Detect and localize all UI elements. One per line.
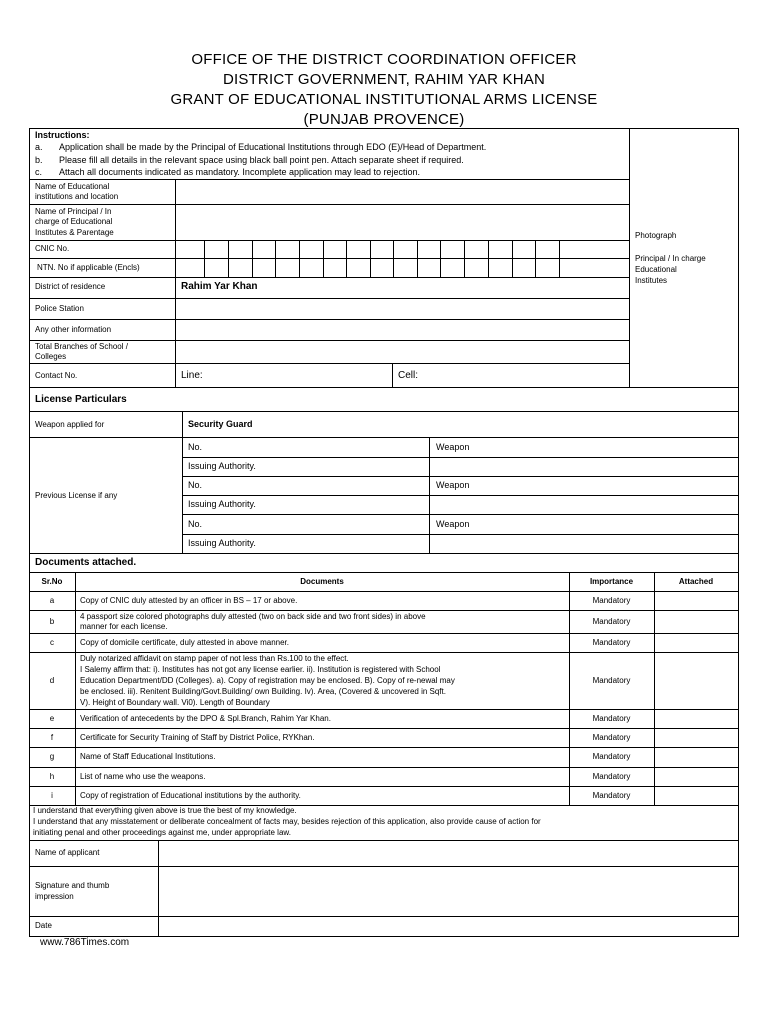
- header-line-2: DISTRICT GOVERNMENT, RAHIM YAR KHAN: [222, 71, 546, 88]
- rule: [29, 652, 739, 653]
- footer-website: www.786Times.com: [40, 937, 130, 948]
- rule: [29, 747, 739, 748]
- district-value: Rahim Yar Khan: [181, 281, 258, 292]
- doc-attached-cell[interactable]: [655, 710, 738, 728]
- field-label-principal: charge of Educational: [35, 217, 113, 226]
- doc-importance: Mandatory: [592, 638, 631, 647]
- principal-name-field[interactable]: [176, 205, 629, 240]
- doc-description: Duly notarized affidavit on stamp paper of not less than Rs.100 to the effect.: [80, 654, 349, 663]
- previous-license-label: Previous License if any: [35, 491, 118, 500]
- doc-importance: Mandatory: [592, 772, 631, 781]
- contact-cell-field[interactable]: [393, 364, 629, 387]
- signature-field[interactable]: [159, 867, 738, 916]
- weapon-applied-label: Weapon applied for: [35, 420, 105, 429]
- field-label-other-info: Any other information: [35, 325, 112, 334]
- doc-srno: c: [50, 638, 54, 647]
- doc-attached-cell[interactable]: [655, 653, 738, 709]
- col-header-srno: Sr.No: [41, 577, 63, 586]
- col-header-documents: Documents: [300, 577, 344, 586]
- doc-attached-cell[interactable]: [655, 748, 738, 767]
- doc-description: Verification of antecedents by the DPO & Spl.Branch, Rahim Yar Khan.: [80, 714, 331, 723]
- ntn-field[interactable]: [176, 259, 629, 277]
- doc-description: V). Height of Boundary wall. Vi0). Length of Boundary: [80, 698, 270, 707]
- field-label-district: District of residence: [35, 282, 106, 291]
- doc-description: Education Department/DD (Colleges). a). Copy of registration may be enclosed. B). Copy of re-newal may: [80, 676, 455, 685]
- doc-importance: Mandatory: [592, 733, 631, 742]
- rule: [29, 277, 629, 278]
- doc-description: List of name who use the weapons.: [80, 772, 206, 781]
- doc-importance: Mandatory: [592, 596, 631, 605]
- rule: [29, 128, 30, 936]
- header-line-4: (PUNJAB PROVENCE): [303, 111, 465, 128]
- photo-caption: Principal / In charge: [635, 254, 706, 263]
- cnic-field[interactable]: [176, 241, 629, 258]
- rule: [29, 553, 739, 554]
- doc-srno: g: [49, 752, 55, 761]
- field-label-institution: Name of Educational: [35, 182, 110, 191]
- license-heading: License Particulars: [35, 394, 127, 405]
- rule: [29, 387, 739, 388]
- doc-attached-cell[interactable]: [655, 634, 738, 652]
- rule: [29, 610, 739, 611]
- header-line-3: GRANT OF EDUCATIONAL INSTITUTIONAL ARMS LICENSE: [170, 91, 598, 108]
- rule: [182, 495, 738, 496]
- applicant-name-field[interactable]: [159, 841, 738, 866]
- field-label-branches: Colleges: [35, 352, 67, 361]
- photo-caption: Educational: [635, 265, 677, 274]
- branches-field[interactable]: [176, 341, 629, 363]
- declaration-text: initiating penal and other proceedings against me, under appropriate law.: [33, 828, 291, 837]
- institution-name-field[interactable]: [176, 180, 629, 204]
- rule: [29, 437, 739, 438]
- doc-srno: f: [50, 733, 54, 742]
- doc-srno: h: [49, 772, 55, 781]
- doc-attached-cell[interactable]: [655, 729, 738, 747]
- doc-srno: d: [49, 676, 55, 685]
- instruction-marker: b.: [35, 155, 43, 165]
- documents-heading: Documents attached.: [35, 557, 137, 568]
- doc-description: Certificate for Security Training of Staff by District Police, RYKhan.: [80, 733, 315, 742]
- field-label-principal: Name of Principal / In: [35, 207, 112, 216]
- issuing-authority-label: Issuing Authority.: [188, 461, 256, 471]
- doc-description: manner for each license.: [80, 622, 168, 631]
- doc-description: Name of Staff Educational Institutions.: [80, 752, 216, 761]
- rule: [182, 534, 738, 535]
- field-label-branches: Total Branches of School /: [35, 342, 128, 351]
- field-label-ntn: NTN. No if applicable (Encls): [37, 263, 140, 272]
- rule: [29, 709, 739, 710]
- other-info-field[interactable]: [176, 320, 629, 340]
- doc-description: be enclosed. iii). Renitent Building/Govt.Building/ own Building. Iv). Area, (Covered & uncovered in Sqft.: [80, 687, 446, 696]
- instructions-title: Instructions:: [35, 130, 90, 140]
- instruction-item: Attach all documents indicated as mandatory. Incomplete application may lead to rejection.: [59, 167, 421, 177]
- rule: [738, 128, 739, 936]
- rule: [182, 476, 738, 477]
- rule: [182, 411, 183, 553]
- rule: [75, 572, 76, 805]
- instruction-marker: c.: [35, 167, 43, 177]
- doc-srno: i: [51, 791, 53, 800]
- rule: [29, 767, 739, 768]
- photo-caption: Institutes: [635, 276, 668, 285]
- field-label-contact: Contact No.: [35, 371, 78, 380]
- previous-license-weapon: Weapon: [436, 480, 470, 490]
- date-label: Date: [35, 921, 52, 930]
- rule: [569, 572, 570, 805]
- instruction-marker: a.: [35, 142, 43, 152]
- doc-srno: e: [49, 714, 55, 723]
- previous-license-no: No.: [188, 480, 203, 490]
- field-label-police-station: Police Station: [35, 304, 84, 313]
- doc-attached-cell[interactable]: [655, 592, 738, 610]
- photograph-area[interactable]: [630, 129, 738, 387]
- signature-label: impression: [35, 892, 74, 901]
- doc-srno: a: [49, 596, 55, 605]
- col-header-attached: Attached: [678, 577, 714, 586]
- field-label-cnic: CNIC No.: [35, 244, 70, 253]
- doc-description: Copy of domicile certificate, duly attested in above manner.: [80, 638, 289, 647]
- previous-license-no: No.: [188, 442, 203, 452]
- doc-attached-cell[interactable]: [655, 787, 738, 805]
- doc-attached-cell[interactable]: [655, 768, 738, 786]
- rule: [29, 411, 739, 412]
- rule: [182, 457, 738, 458]
- doc-description: 4 passport size colored photographs duly attested (two on back side and two front sides) in above: [80, 612, 426, 621]
- rule: [429, 437, 430, 553]
- doc-importance: Mandatory: [592, 752, 631, 761]
- doc-importance: Mandatory: [592, 617, 631, 626]
- previous-license-weapon: Weapon: [436, 442, 470, 452]
- instruction-item: Please fill all details in the relevant space using black ball point pen. Attach separate sheet if required.: [59, 155, 464, 165]
- rule: [29, 786, 739, 787]
- field-label-principal: Institutes & Parentage: [35, 228, 114, 237]
- header-line-1: OFFICE OF THE DISTRICT COORDINATION OFFICER: [191, 51, 577, 68]
- contact-line-label: Line:: [181, 370, 203, 381]
- field-label-institution: institutions and location: [35, 192, 119, 201]
- previous-license-weapon: Weapon: [436, 519, 470, 529]
- applicant-name-label: Name of applicant: [35, 848, 100, 857]
- doc-description: Copy of registration of Educational institutions by the authority.: [80, 791, 301, 800]
- doc-description: Copy of CNIC duly attested by an officer in BS – 17 or above.: [80, 596, 298, 605]
- signature-label: Signature and thumb: [35, 881, 110, 890]
- contact-cell-label: Cell:: [398, 370, 419, 381]
- rule: [29, 633, 739, 634]
- previous-license-no: No.: [188, 519, 203, 529]
- rule: [29, 936, 739, 937]
- rule: [29, 728, 739, 729]
- col-header-importance: Importance: [589, 577, 634, 586]
- police-station-field[interactable]: [176, 299, 629, 319]
- doc-importance: Mandatory: [592, 791, 631, 800]
- issuing-authority-label: Issuing Authority.: [188, 538, 256, 548]
- rule: [29, 591, 739, 592]
- declaration-text: I understand that everything given above is true the best of my knowledge.: [33, 806, 297, 815]
- rule: [29, 572, 739, 573]
- issuing-authority-label: Issuing Authority.: [188, 499, 256, 509]
- instruction-item: Application shall be made by the Principal of Educational Institutions through EDO (E)/Head of Department.: [59, 142, 487, 152]
- declaration-text: I understand that any misstatement or deliberate concealment of facts may, besides rejection of this application, also provide cause of action for: [33, 817, 541, 826]
- doc-description: I Salemy affirm that: i). Institutes has not got any license earlier. ii). Institution is registered with School: [80, 665, 441, 674]
- doc-importance: Mandatory: [592, 714, 631, 723]
- doc-srno: b: [49, 617, 55, 626]
- doc-importance: Mandatory: [592, 676, 631, 685]
- rule: [182, 514, 738, 515]
- photo-label: Photograph: [635, 231, 677, 240]
- date-field[interactable]: [159, 917, 738, 936]
- contact-line-field[interactable]: [176, 364, 392, 387]
- doc-attached-cell[interactable]: [655, 611, 738, 633]
- weapon-applied-value: Security Guard: [188, 419, 253, 429]
